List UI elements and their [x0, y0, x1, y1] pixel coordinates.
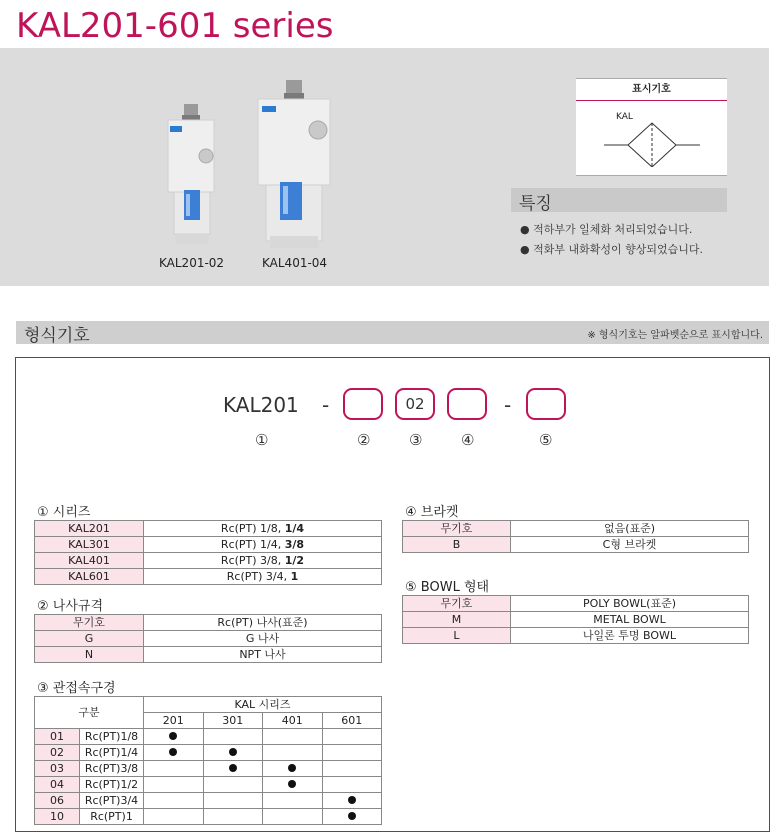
- code-box-2: [343, 388, 383, 420]
- product-image-kal401: [256, 80, 332, 250]
- mark-dot: [288, 764, 296, 772]
- feature-item: ● 적화부 내화확성이 향상되었습니다.: [520, 243, 703, 256]
- table-cell: 없음(표준): [511, 521, 749, 537]
- bracket-table: [402, 520, 749, 553]
- table-cell: [322, 729, 382, 745]
- table-cell: KAL201: [35, 521, 144, 537]
- table-cell: Rc(PT)1: [80, 809, 144, 825]
- mark-dot: [348, 796, 356, 804]
- table-cell: [144, 729, 204, 745]
- section-header: [16, 321, 769, 344]
- table-row: [35, 569, 382, 585]
- marker-4: ④: [461, 431, 475, 449]
- table-cell: [263, 761, 323, 777]
- code-prefix: KAL201: [223, 393, 299, 417]
- table-cell: [203, 809, 263, 825]
- marker-3: ③: [409, 431, 423, 449]
- table-row: [35, 631, 382, 647]
- table-cell: 무기호: [403, 596, 511, 612]
- table-cell: KAL601: [35, 569, 144, 585]
- bracket-title: ④ 브라켓: [405, 505, 459, 520]
- table-row: [35, 745, 382, 761]
- table-cell: N: [35, 647, 144, 663]
- series-title: ① 시리즈: [37, 505, 91, 520]
- table-cell: M: [403, 612, 511, 628]
- table-row: [35, 553, 382, 569]
- table-row: [403, 537, 749, 553]
- features-title: 특징: [519, 194, 552, 214]
- table-cell: [263, 793, 323, 809]
- features-list: [520, 221, 703, 261]
- table-row: [403, 628, 749, 644]
- code-dash: -: [504, 393, 512, 417]
- table-cell: 10: [35, 809, 80, 825]
- product-image-kal201: [162, 104, 218, 246]
- table-row: [35, 777, 382, 793]
- marker-2: ②: [357, 431, 371, 449]
- table-cell: C형 브라켓: [511, 537, 749, 553]
- table-cell: 무기호: [403, 521, 511, 537]
- table-cell: POLY BOWL(표준): [511, 596, 749, 612]
- table-cell: NPT 나사: [144, 647, 382, 663]
- table-row: [403, 596, 749, 612]
- table-cell: [203, 729, 263, 745]
- table-cell: KAL 시리즈: [144, 697, 382, 713]
- table-cell: [322, 761, 382, 777]
- section-title: 형식기호: [24, 326, 90, 346]
- bowl-title: ⑤ BOWL 형태: [405, 580, 490, 595]
- table-cell: [322, 745, 382, 761]
- table-cell: METAL BOWL: [511, 612, 749, 628]
- table-cell: Rc(PT) 1/4, 3/8: [144, 537, 382, 553]
- thread-table: [34, 614, 382, 663]
- page-title: KAL201-601 series: [16, 6, 334, 46]
- table-row: [35, 537, 382, 553]
- table-cell: [263, 777, 323, 793]
- table-cell: [263, 729, 323, 745]
- table-cell: 401: [263, 713, 323, 729]
- table-cell: 06: [35, 793, 80, 809]
- table-row: [35, 647, 382, 663]
- mark-dot: [348, 812, 356, 820]
- code-dash: -: [322, 393, 330, 417]
- table-row: [35, 697, 382, 713]
- table-cell: Rc(PT)1/2: [80, 777, 144, 793]
- code-box-5: [526, 388, 566, 420]
- table-cell: 구분: [35, 697, 144, 729]
- mark-dot: [288, 780, 296, 788]
- table-cell: 01: [35, 729, 80, 745]
- table-cell: [322, 777, 382, 793]
- port-table: [34, 696, 382, 825]
- table-cell: [322, 793, 382, 809]
- table-cell: [203, 761, 263, 777]
- table-row: [35, 761, 382, 777]
- table-row: [35, 615, 382, 631]
- table-cell: G 나사: [144, 631, 382, 647]
- filter-symbol-icon: [602, 117, 702, 167]
- product-label-right: KAL401-04: [262, 256, 328, 270]
- table-row: [35, 809, 382, 825]
- table-cell: 나일론 투명 BOWL: [511, 628, 749, 644]
- symbol-label: KAL: [616, 112, 633, 122]
- product-label-left: KAL201-02: [159, 256, 225, 270]
- table-cell: 301: [203, 713, 263, 729]
- table-cell: L: [403, 628, 511, 644]
- table-cell: Rc(PT) 3/8, 1/2: [144, 553, 382, 569]
- table-cell: [144, 793, 204, 809]
- mark-dot: [169, 748, 177, 756]
- table-cell: [144, 809, 204, 825]
- thread-title: ② 나사규격: [37, 599, 104, 614]
- code-box-4: [447, 388, 487, 420]
- feature-item: ● 적하부가 일체화 처리되었습니다.: [520, 223, 693, 236]
- series-table: [34, 520, 382, 585]
- symbol-box: [576, 78, 727, 176]
- table-row: [35, 729, 382, 745]
- mark-dot: [169, 732, 177, 740]
- table-cell: 601: [322, 713, 382, 729]
- port-title: ③ 관접속구경: [37, 681, 116, 696]
- table-row: [35, 521, 382, 537]
- table-cell: B: [403, 537, 511, 553]
- mark-dot: [229, 764, 237, 772]
- table-cell: 04: [35, 777, 80, 793]
- table-cell: Rc(PT) 1/8, 1/4: [144, 521, 382, 537]
- symbol-header: 표시기호: [576, 79, 727, 101]
- table-row: [403, 521, 749, 537]
- table-cell: [203, 793, 263, 809]
- table-cell: Rc(PT)3/4: [80, 793, 144, 809]
- marker-1: ①: [255, 431, 269, 449]
- table-cell: KAL301: [35, 537, 144, 553]
- marker-5: ⑤: [539, 431, 553, 449]
- table-cell: KAL401: [35, 553, 144, 569]
- table-cell: 201: [144, 713, 204, 729]
- table-cell: [322, 809, 382, 825]
- table-cell: [144, 777, 204, 793]
- table-cell: [144, 745, 204, 761]
- table-cell: [203, 745, 263, 761]
- table-cell: 무기호: [35, 615, 144, 631]
- table-cell: [263, 809, 323, 825]
- table-cell: 03: [35, 761, 80, 777]
- table-row: [403, 612, 749, 628]
- table-cell: [203, 777, 263, 793]
- table-cell: [144, 761, 204, 777]
- features-header: [511, 188, 727, 212]
- table-cell: 02: [35, 745, 80, 761]
- table-cell: Rc(PT)1/4: [80, 745, 144, 761]
- bowl-table: [402, 595, 749, 644]
- table-cell: Rc(PT)3/8: [80, 761, 144, 777]
- table-row: [35, 793, 382, 809]
- table-cell: Rc(PT) 나사(표준): [144, 615, 382, 631]
- code-box-3: 02: [395, 388, 435, 420]
- mark-dot: [229, 748, 237, 756]
- table-cell: Rc(PT)1/8: [80, 729, 144, 745]
- table-cell: G: [35, 631, 144, 647]
- table-cell: Rc(PT) 3/4, 1: [144, 569, 382, 585]
- section-note: ※ 형식기호는 알파벳순으로 표시합니다.: [587, 330, 763, 341]
- table-cell: [263, 745, 323, 761]
